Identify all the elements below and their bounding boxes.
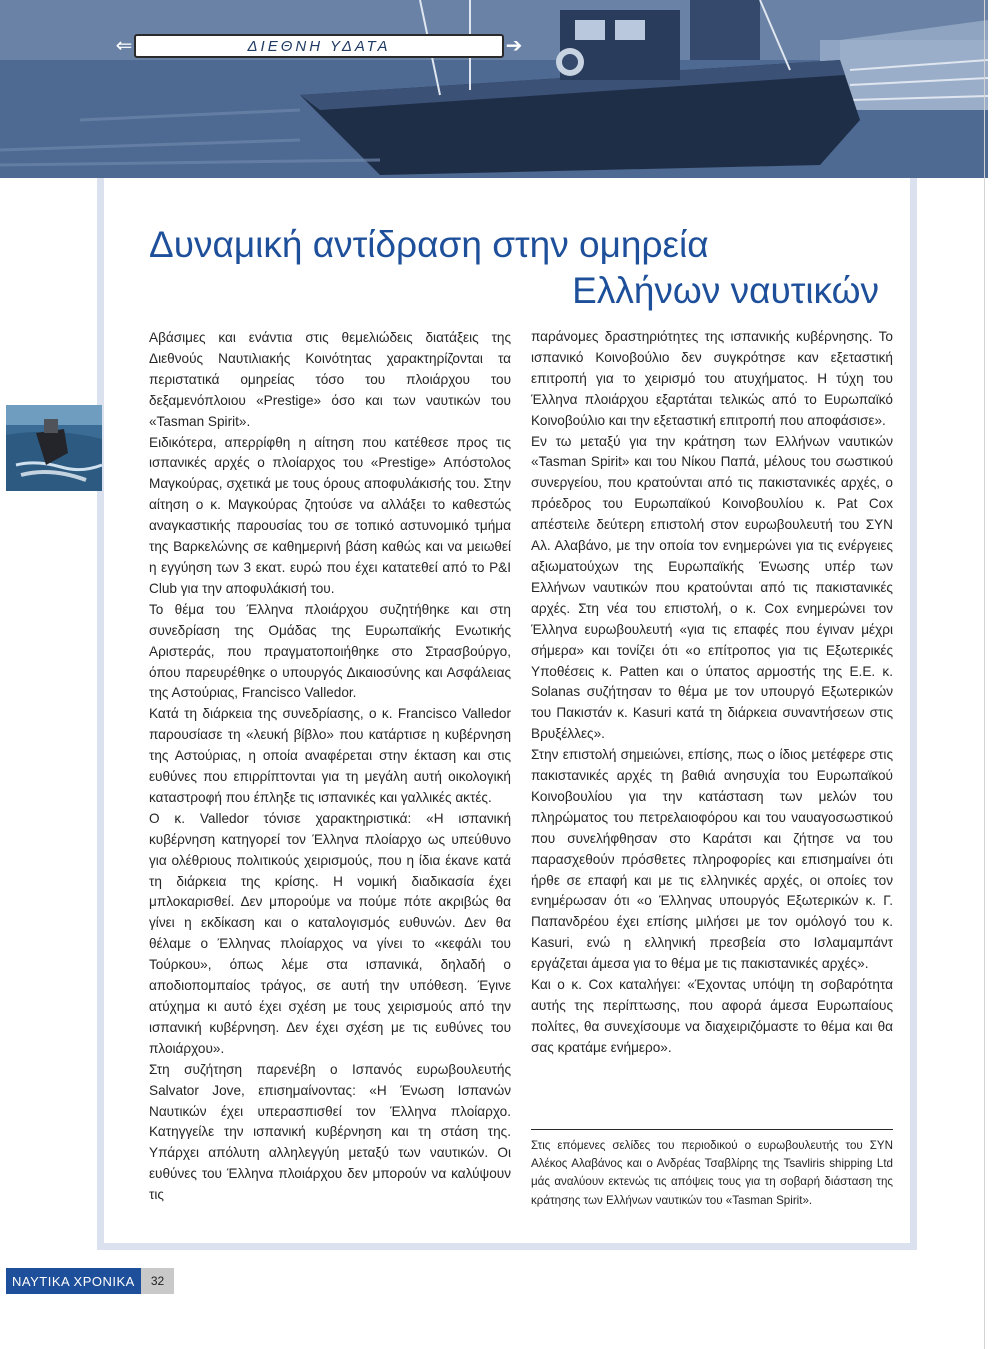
footnote: Στις επόμενες σελίδες του περιοδικού ο ευρωβουλευτής του ΣΥΝ Αλέκος Αλαβάνος και ο Ανδρέας Τσαβλίρης της Tsavliris shipping Ltd μάς αναλύουν εκτενώς τις απόψεις τους για τη σοβαρή διάσταση της κράτησης των Ελλήνων ναυτικών του «Tasman Spirit». [531,1139,893,1207]
paragraph: Κατά τη διάρκεια της συνεδρίασης, ο κ. Francisco Valledor παρουσίασε τη «λευκή βίβλο» που κατάρτισε η κυβέρνηση της Αστούριας, η οποία αναφέρεται στην έκταση και στις ευθύνες που επιρρίπτονται για τη μεγάλη αυτή οικολογική καταστροφή που έπληξε τις ισπανικές και γαλλικές ακτές. [149,706,511,805]
paragraph: Και ο κ. Cox καταλήγει: «Έχοντας υπόψη τη σοβαρότητα αυτής της περίπτωσης, που αφορά άμεσα Ευρωπαίους πολίτες, θα συνεχίσουμε να διαχειριζόμαστε το θέμα και θα σας κρατάμε ενήμερο». [531,977,893,1055]
footnote-divider [531,1129,893,1130]
magazine-name: ΝΑΥΤΙΚΑ ΧΡΟΝΙΚΑ [6,1268,141,1294]
ship-illustration [0,0,988,178]
left-column [149,328,511,1206]
page-edge [984,0,985,1349]
section-label: ΔΙΕΘΝΗ ΥΔΑΤΑ [134,34,504,58]
right-column [531,327,893,1059]
header-banner [0,0,988,178]
arrow-right-icon: ➔ [505,35,523,57]
paragraph: Ειδικότερα, απερρίφθη η αίτηση που κατέθεσε προς τις ισπανικές αρχές ο πλοίαρχος του «Prestige» Απόστολος Μαγκούρας, σχετικά με τους όρους αποφυλάκισής του. Στην αίτηση ο κ. Μαγκούρας ζητούσε να αλλάξει το καθεστώς αναγκαστικής παρουσίας του σε τοπικό αστυνομικό τμήμα της Βαρκελώνης σε καθημερινή βάση καθώς και να μειωθεί η εγγύηση των 3 εκατ. ευρώ που έχει κατατεθεί από το P&I Club για την αποφυλάκισή του. [149,434,511,596]
paragraph: Αβάσιμες και ενάντια στις θεμελιώδεις διατάξεις της Διεθνούς Ναυτιλιακής Κοινότητας χαρακτηρίζονται τα περιστατικά ομηρείας τόσο του πλοιάρχου του δεξαμενόπλοιου «Prestige» όσο και των ναυτικών του «Tasman Spirit». [149,330,511,429]
arrow-left-icon: ⇐ [115,35,133,57]
paragraph: Ο κ. Valledor τόνισε χαρακτηριστικά: «Η ισπανική κυβέρνηση κατηγορεί τον Έλληνα πλοίαρχο ως υπεύθυνο για ολέθριους πολιτικούς χειρισμούς, που η ίδια έκανε κατά τη διάρκεια της κρίσης. Η νομική διαδικασία έχει μπλοκαρισθεί. Δεν μπορούμε να πούμε πότε ακριβώς θα γίνει η εκδίκαση και ο καταλογισμός ευθυνών. Δεν θα θέλαμε ο Έλληνας πλοίαρχος να γίνει το «κεφάλι του Τούρκου», όπως λέμε στα ισπανικά, δηλαδή ο αποδιοπομπαίος τράγος, σε αυτή την υπόθεση. Έγινε ατύχημα κι αυτό έχει σχέση με τους χειρισμούς από την ισπανική κυβέρνηση. Δεν έχει σχέση με τις ευθύνες του πλοιάρχου». [149,810,511,1056]
page-footer [6,1268,174,1294]
tanker-photo [6,405,102,491]
section-tag [114,34,524,58]
article-title-line2: Ελλήνων ναυτικών [572,270,879,311]
paragraph: Στη συζήτηση παρενέβη ο Ισπανός ευρωβουλευτής Salvator Jove, επισημαίνοντας: «Η Ένωση Ισπανών Ναυτικών έχει υπερασπισθεί τον Έλληνα πλοίαρχο. Κατηγγείλε την ισπανική κυβέρνηση και τη στάση της. Υπάρχει απόλυτη αλληλεγγύη μεταξύ των ναυτικών. Οι ευθύνες του Έλληνα πλοιάρχου δεν μπορούν να καλύψουν τις [149,1061,511,1203]
paragraph: Εν τω μεταξύ για την κράτηση των Ελλήνων ναυτικών «Tasman Spirit» και του Νίκου Παπά, μέλους του σωστικού συνεργείου, που κρατούνται από τις πακιστανικές αρχές, ο πρόεδρος του Ευρωπαϊκού Κοινοβουλίου κ. Pat Cox απέστειλε δεύτερη επιστολή στον ευρωβουλευτή του ΣΥΝ Αλ. Αλαβάνο, με την οποία τον ενημερώνει για τις ενέργειες αξιωματούχων της Ευρωπαϊκής Ένωσης υπέρ των Ελλήνων ναυτικών που κρατούνται από τις πακιστανικές αρχές. Στη νέα του επιστολή, ο κ. Cox ενημερώνει τον Έλληνα ευρωβουλευτή «για τις επαφές που έγιναν μέχρι σήμερα» και τονίζει ότι «ο επίτροπος για τις Εξωτερικές Υποθέσεις κ. Patten και ο ύπατος αρμοστής της Ε.Ε. κ. Solanas συζήτησαν το θέμα με τον υπουργό Εξωτερικών του Πακιστάν κ. Kasuri κατά τη διάρκεια συναντήσεων στις Βρυξέλλες». [531,433,893,742]
page-number: 32 [141,1268,174,1294]
paragraph: Στην επιστολή σημειώνει, επίσης, πως ο ίδιος μετέφερε στις πακιστανικές αρχές τη βαθιά ανησυχία του Ευρωπαϊκού Κοινοβουλίου για την κατάσταση των μελών του πληρώματος του πετρελαιοφόρου και του ναυαγοσωστικού που συνελήφθησαν στο Καράτσι και ζήτησε να του παρασχεθούν πρόσθετες πληροφορίες και επισημαίνει ότι ήρθε σε επαφή και με τις ελληνικές αρχές, οι οποίες τον ενημέρωσαν ότι «ο Έλληνας υπουργός Εξωτερικών κ. Γ. Παπανδρέου έχει επίσης μιλήσει με τον ομόλογό του κ. Kasuri, ενώ η ελληνική πρεσβεία στο Ισλαμαμπάντ εργάζεται άμεσα για το θέμα με τις πακιστανικές αρχές». [531,747,893,972]
paragraph: παράνομες δραστηριότητες της ισπανικής κυβέρνησης. Το ισπανικό Κοινοβούλιο δεν συγκρότησε καν εξεταστική επιτροπή για το χειρισμό του ατυχήματος. Η τύχη του Έλληνα πλοιάρχου εξαρτάται τελικώς από το Ευρωπαϊκό Κοινοβούλιο και την εξεταστική επιτροπή που αποφάσισε». [531,329,893,428]
paragraph: Το θέμα του Έλληνα πλοιάρχου συζητήθηκε και στη συνεδρίαση της Ομάδας της Ευρωπαϊκής Ενωτικής Αριστεράς, που πραγματοποιήθηκε στο Στρασβούργο, όπου παρευρέθηκε ο υπουργός Δικαιοσύνης και Ασφάλειας της Αστούριας, Francisco Valledor. [149,601,511,701]
article-title-line1: Δυναμική αντίδραση στην ομηρεία [149,224,709,265]
